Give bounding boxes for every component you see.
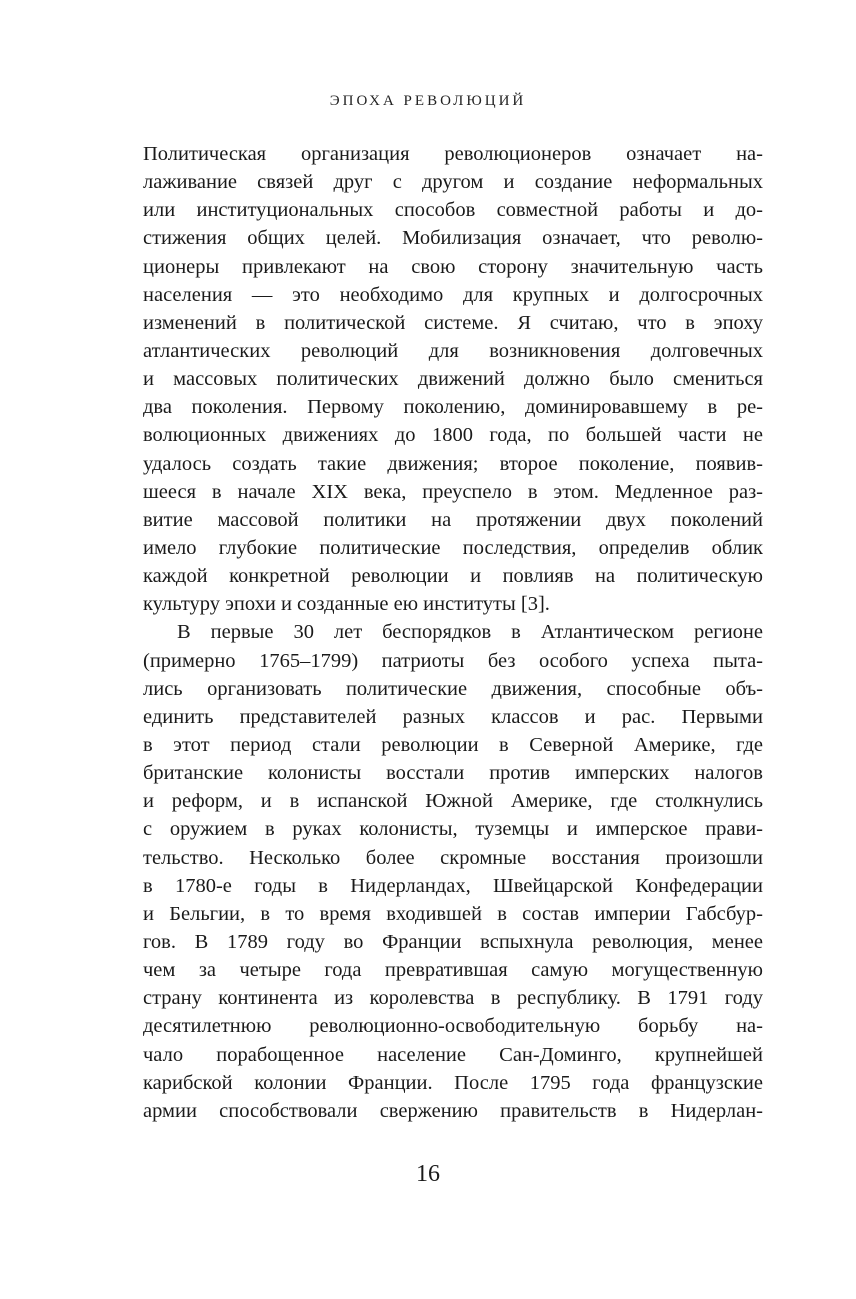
text-line: В первые 30 лет беспорядков в Атлантическом регионе [177,621,763,644]
text-line: ционеры привлекают на свою сторону значительную часть [143,255,763,278]
text-line: и реформ, и в испанской Южной Америке, где столкнулись [143,790,763,813]
text-line: и массовых политических движений должно было смениться [143,368,763,391]
text-line: культуру эпохи и созданные ею институты [3]. [143,593,550,616]
text-line: чало порабощенное население Сан-Доминго, крупнейшей [143,1043,763,1066]
body-text [143,140,763,1125]
text-line: в 1780-е годы в Нидерландах, Швейцарской Конфедерации [143,874,763,897]
text-line: чем за четыре года превратившая самую могущественную [143,959,763,982]
text-line: десятилетнюю революционно-освободительную борьбу на- [143,1015,763,1038]
running-head: ЭПОХА РЕВОЛЮЦИЙ [329,93,527,109]
text-line: с оружием в руках колонисты, туземцы и имперское прави- [143,818,763,841]
text-line: гов. В 1789 году во Франции вспыхнула революция, менее [143,930,763,953]
text-line: и Бельгии, в то время входившей в состав империи Габсбур- [143,902,763,925]
paragraph-2 [143,618,763,1125]
text-line: изменений в политической системе. Я считаю, что в эпоху [143,311,763,334]
text-line: лись организовать политические движения, способные объ- [143,677,763,700]
text-line: британские колонисты восстали против имперских налогов [143,762,763,785]
page-number: 16 [416,1161,440,1187]
text-line: Политическая организация революционеров означает на- [143,143,763,165]
text-line: каждой конкретной революции и повлияв на политическую [143,565,763,588]
text-line: тельство. Несколько более скромные восстания произошли [143,846,763,869]
text-line: армии способствовали свержению правительств в Нидерлан- [143,1099,763,1122]
text-line: имело глубокие политические последствия, определив облик [143,536,763,559]
text-line: населения — это необходимо для крупных и долгосрочных [143,283,763,306]
text-line: лаживание связей друг с другом и создание неформальных [143,171,763,194]
text-line: единить представителей разных классов и рас. Первыми [143,705,763,728]
text-line: страну континента из королевства в республику. В 1791 году [143,987,763,1010]
text-line: витие массовой политики на протяжении двух поколений [143,508,763,531]
text-line: удалось создать такие движения; второе поколение, появив- [143,452,763,475]
paragraph-1 [143,140,763,618]
text-line: стижения общих целей. Мобилизация означает, что револю- [143,227,763,250]
text-line: или институциональных способов совместной работы и до- [143,199,763,222]
text-line: в этот период стали революции в Северной Америке, где [143,733,763,756]
text-line: атлантических революций для возникновения долговечных [143,339,763,362]
text-line: карибской колонии Франции. После 1795 года французские [143,1071,763,1094]
text-line: шееся в начале XIX века, преуспело в этом. Медленное раз- [143,480,763,503]
text-line: два поколения. Первому поколению, доминировавшему в ре- [143,396,763,419]
text-line: (примерно 1765–1799) патриоты без особого успеха пыта- [143,649,763,672]
text-line: волюционных движениях до 1800 года, по большей части не [143,424,763,447]
